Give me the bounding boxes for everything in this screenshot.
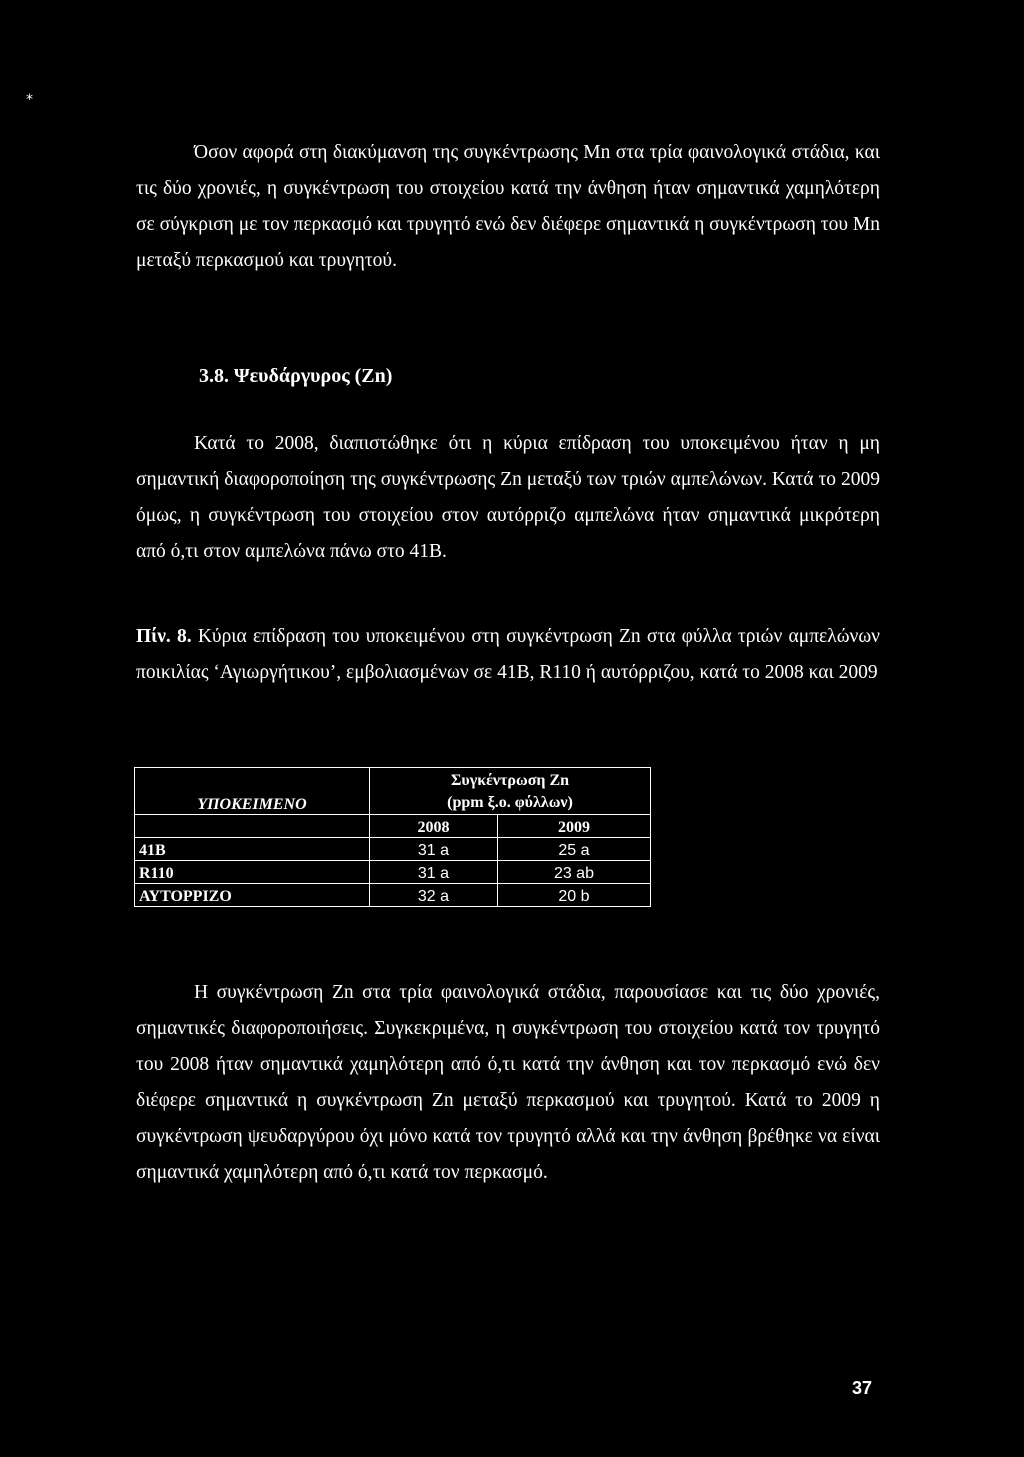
year-header-2009: 2009 xyxy=(497,815,650,838)
table-caption-label: Πίν. 8. xyxy=(136,626,192,647)
row-label: 41Β xyxy=(135,838,370,861)
paragraph-mn-text: Όσον αφορά στη διακύμανση της συγκέντρωσης Mn στα τρία φαινολογικά στάδια, και τις δύο χρονιές, η συγκέντρωση του στοιχείου κατά την άνθηση ήταν σημαντικά χαμηλότερη σε σύγκριση με τον περκασμό και τρυγητό ενώ δεν διέφερε σημαντικά η συγκέντρωση του Mn μεταξύ περκασμού και τρυγητού. xyxy=(136,142,880,271)
corner-mark: * xyxy=(26,92,33,108)
table-row xyxy=(135,861,651,884)
cell-value: 31 a xyxy=(370,861,498,884)
group-header-line2: (ppm ξ.ο. φύλλων) xyxy=(370,792,651,815)
table-caption xyxy=(136,619,880,691)
paragraph-mn xyxy=(136,135,880,279)
row-label: ΑΥΤΟΡΡΙΖΟ xyxy=(135,884,370,907)
paragraph-zn-stages xyxy=(136,975,880,1191)
cell-value: 32 a xyxy=(370,884,498,907)
paragraph-zn-intro-text: Κατά το 2008, διαπιστώθηκε ότι η κύρια επίδραση του υποκειμένου ήταν η μη σημαντική διαφοροποίηση της συγκέντρωσης Zn μεταξύ των τριών αμπελώνων. Κατά το 2009 όμως, η συγκέντρωση του στοιχείου στον αυτόρριζο αμπελώνα ήταν σημαντικά μικρότερη από ό,τι στον αμπελώνα πάνω στο 41Β. xyxy=(136,433,880,562)
table-caption-text: Κύρια επίδραση του υποκειμένου στη συγκέντρωση Zn στα φύλλα τριών αμπελώνων ποικιλίας ‘Αγιωργήτικου’, εμβολιασμένων σε 41Β, R110 ή αυτόρριζου, κατά το 2008 και 2009 xyxy=(136,626,880,683)
table-row xyxy=(135,838,651,861)
section-heading: 3.8. Ψευδάργυρος (Zn) xyxy=(199,365,393,387)
table-row xyxy=(135,884,651,907)
row-label: R110 xyxy=(135,861,370,884)
zn-table xyxy=(134,767,651,907)
paragraph-zn-stages-text: Η συγκέντρωση Zn στα τρία φαινολογικά στάδια, παρουσίασε και τις δύο χρονιές, σημαντικές διαφοροποιήσεις. Συγκεκριμένα, η συγκέντρωση του στοιχείου κατά τον τρυγητό του 2008 ήταν σημαντικά χαμηλότερη από ό,τι κατά την άνθηση και τον περκασμό ενώ δεν διέφερε σημαντικά η συγκέντρωση Zn μεταξύ περκασμού και τρυγητού. Κατά το 2009 η συγκέντρωση ψευδαργύρου όχι μόνο κατά τον τρυγητό αλλά και την άνθηση βρέθηκε να είναι σημαντικά χαμηλότερη από ό,τι κατά τον περκασμό. xyxy=(136,982,880,1183)
page-number: 37 xyxy=(852,1378,873,1398)
paragraph-zn-intro xyxy=(136,426,880,570)
cell-value: 20 b xyxy=(497,884,650,907)
column-header-rootstock: ΥΠΟΚΕΙΜΕΝΟ xyxy=(135,792,370,815)
year-header-2008: 2008 xyxy=(370,815,498,838)
group-header-line1: Συγκέντρωση Zn xyxy=(370,768,651,793)
cell-value: 23 ab xyxy=(497,861,650,884)
cell-value: 25 a xyxy=(497,838,650,861)
cell-value: 31 a xyxy=(370,838,498,861)
